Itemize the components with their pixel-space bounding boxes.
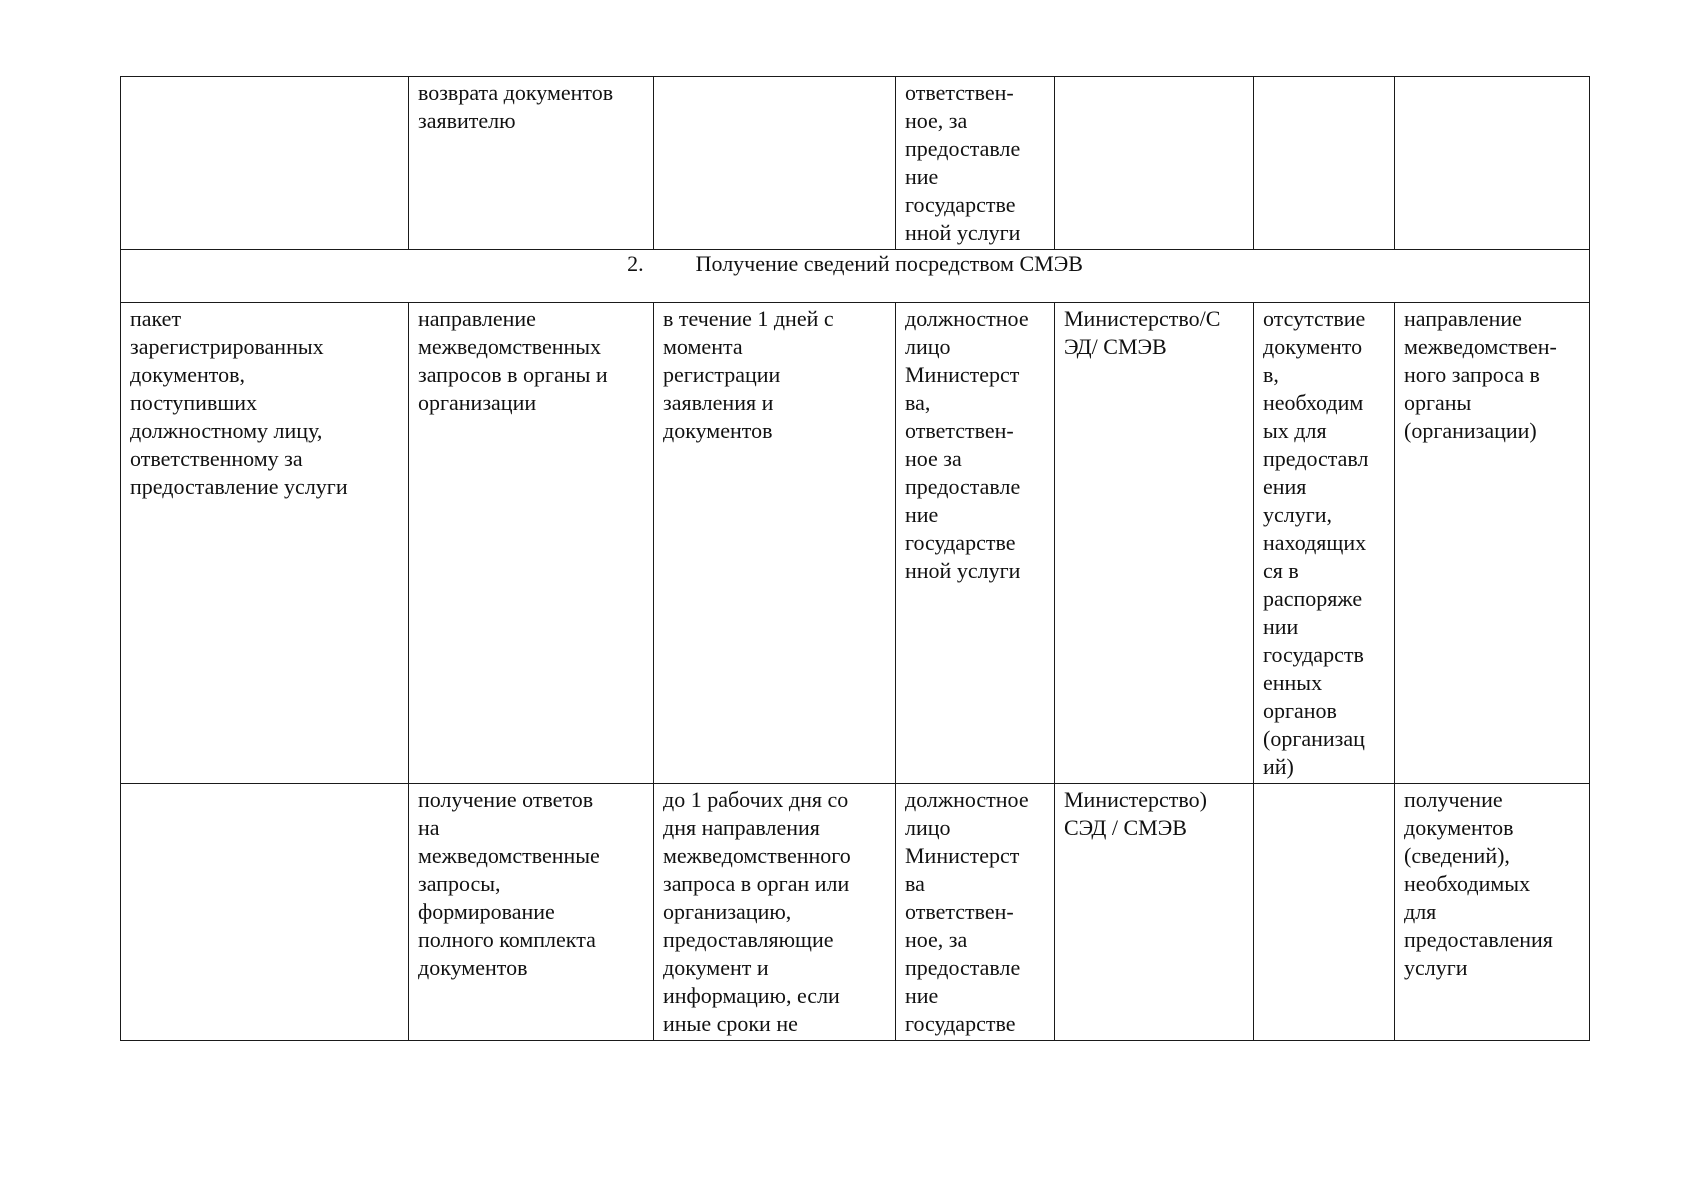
table-row-top: [121, 77, 1590, 250]
table-cell: [1055, 77, 1254, 250]
table-cell: в течение 1 дней с момента регистрации заявления и документов: [654, 303, 896, 784]
table-cell: должностное лицо Министерст ва ответствен- ное, за предоставле ние государстве: [896, 784, 1055, 1041]
table-cell: [121, 77, 409, 250]
table-row: [121, 784, 1590, 1041]
table-cell: [1254, 784, 1395, 1041]
table-cell: направление межведомственных запросов в органы и организации: [409, 303, 654, 784]
table-cell: [1254, 77, 1395, 250]
table-cell: пакет зарегистрированных документов, поступивших должностному лицу, ответственному за предоставление услуги: [121, 303, 409, 784]
section-heading: [121, 250, 1589, 302]
table-cell: Министерство) СЭД / СМЭВ: [1055, 784, 1254, 1041]
table-cell: [654, 77, 896, 250]
table-cell: возврата документов заявителю: [409, 77, 654, 250]
table-cell: должностное лицо Министерст ва, ответствен- ное за предоставле ние государстве нной услуги: [896, 303, 1055, 784]
table-row: [121, 303, 1590, 784]
table-cell: [121, 784, 409, 1041]
table-cell: отсутствие документо в, необходим ых для предоставл ения услуги, находящих ся в распоряже нии государств енных органов (организац ий): [1254, 303, 1395, 784]
section-title: Получение сведений посредством СМЭВ: [695, 251, 1083, 276]
section-heading-cell: [121, 250, 1590, 303]
table-cell: Министерство/С ЭД/ СМЭВ: [1055, 303, 1254, 784]
section-number: 2.: [627, 251, 644, 276]
table-cell: получение документов (сведений), необходимых для предоставления услуги: [1395, 784, 1590, 1041]
table-cell: [1395, 77, 1590, 250]
section-heading-row: [121, 250, 1590, 303]
table-cell: направление межведомствен- ного запроса в органы (организации): [1395, 303, 1590, 784]
table-cell: ответствен- ное, за предоставле ние государстве нной услуги: [896, 77, 1055, 250]
table-cell: до 1 рабочих дня со дня направления межведомственного запроса в орган или организацию, предоставляющие документ и информацию, если иные сроки не: [654, 784, 896, 1041]
table-cell: получение ответов на межведомственные запросы, формирование полного комплекта документов: [409, 784, 654, 1041]
procedure-table: [120, 76, 1590, 1041]
